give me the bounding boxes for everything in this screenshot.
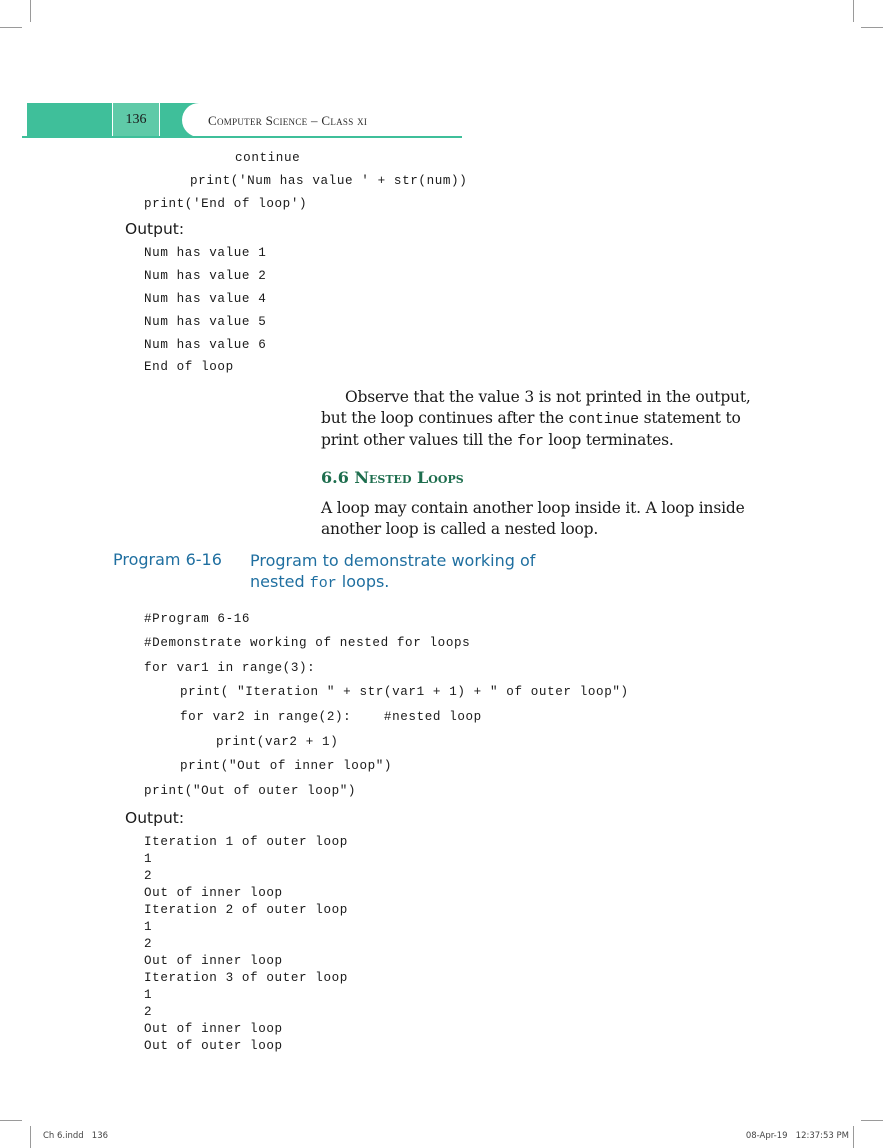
crop-mark [853, 1126, 854, 1148]
output-line: Out of inner loop [144, 954, 283, 968]
output-line: 1 [144, 920, 153, 934]
output-line: Num has value 2 [144, 269, 267, 283]
code-line: #Demonstrate working of nested for loops [144, 636, 471, 650]
code-line: print('End of loop') [144, 197, 308, 211]
output-line: 2 [144, 937, 153, 951]
program-label: Program 6-16 [113, 550, 222, 569]
output-line: Out of outer loop [144, 1039, 283, 1053]
program-title [250, 550, 580, 594]
section-number: 6.6 [321, 468, 349, 487]
output-line: Num has value 6 [144, 338, 267, 352]
program-title-text: Program to demonstrate working of nested [250, 551, 536, 591]
inline-code: continue [568, 411, 639, 428]
observation-paragraph [321, 387, 776, 452]
code-line: #Program 6-16 [144, 612, 251, 626]
page-number: 136 [113, 103, 159, 137]
output-line: Num has value 1 [144, 246, 267, 260]
para-text: loop terminates. [543, 431, 674, 449]
header-rule [22, 136, 462, 138]
output-label: Output: [125, 809, 185, 827]
para-text: Observe that the value 3 is not printed in the output, but the loop continues after the [321, 388, 751, 427]
output-line: Num has value 5 [144, 315, 267, 329]
output-line: 1 [144, 988, 153, 1002]
crop-mark [0, 27, 22, 28]
output-line: Out of inner loop [144, 1022, 283, 1036]
code-line: print("Out of inner loop") [180, 759, 393, 773]
output-line: 1 [144, 852, 153, 866]
code-line: print('Num has value ' + str(num)) [190, 174, 468, 188]
output-line: Iteration 1 of outer loop [144, 835, 348, 849]
footer-timestamp: 08-Apr-19 12:37:53 PM [745, 1131, 849, 1141]
code-line: print( "Iteration " + str(var1 + 1) + " of outer loop") [180, 685, 629, 699]
output-line: Num has value 4 [144, 292, 267, 306]
output-line: Iteration 3 of outer loop [144, 971, 348, 985]
header-divider [112, 103, 113, 137]
section-title: Nested Loops [354, 468, 464, 487]
inline-code: for [517, 433, 544, 450]
running-head-title: Computer Science – Class xi [208, 113, 368, 128]
program-title-text: loops. [336, 572, 390, 591]
section-heading [321, 468, 464, 487]
crop-mark [30, 0, 31, 22]
inline-code: for [309, 575, 337, 592]
para-text: statement to print other values till the [321, 409, 741, 449]
output-line: End of loop [144, 360, 234, 374]
crop-mark [853, 0, 854, 22]
crop-mark [861, 27, 883, 28]
footer-file-slug: Ch 6.indd 136 [43, 1131, 109, 1141]
crop-mark [0, 1120, 22, 1121]
code-line: for var1 in range(3): [144, 661, 316, 675]
code-line: print("Out of outer loop") [144, 784, 357, 798]
output-line: 2 [144, 1005, 153, 1019]
code-line: continue [235, 151, 301, 165]
output-line: Out of inner loop [144, 886, 283, 900]
crop-mark [861, 1120, 883, 1121]
output-label: Output: [125, 220, 185, 238]
code-line: for var2 in range(2): #nested loop [180, 710, 482, 724]
output-line: Iteration 2 of outer loop [144, 903, 348, 917]
crop-mark [30, 1126, 31, 1148]
code-line: print(var2 + 1) [216, 735, 339, 749]
nested-loop-paragraph: A loop may contain another loop inside it. A loop inside another loop is called a nested loop. [321, 499, 745, 538]
output-line: 2 [144, 869, 153, 883]
header-divider [159, 103, 160, 137]
